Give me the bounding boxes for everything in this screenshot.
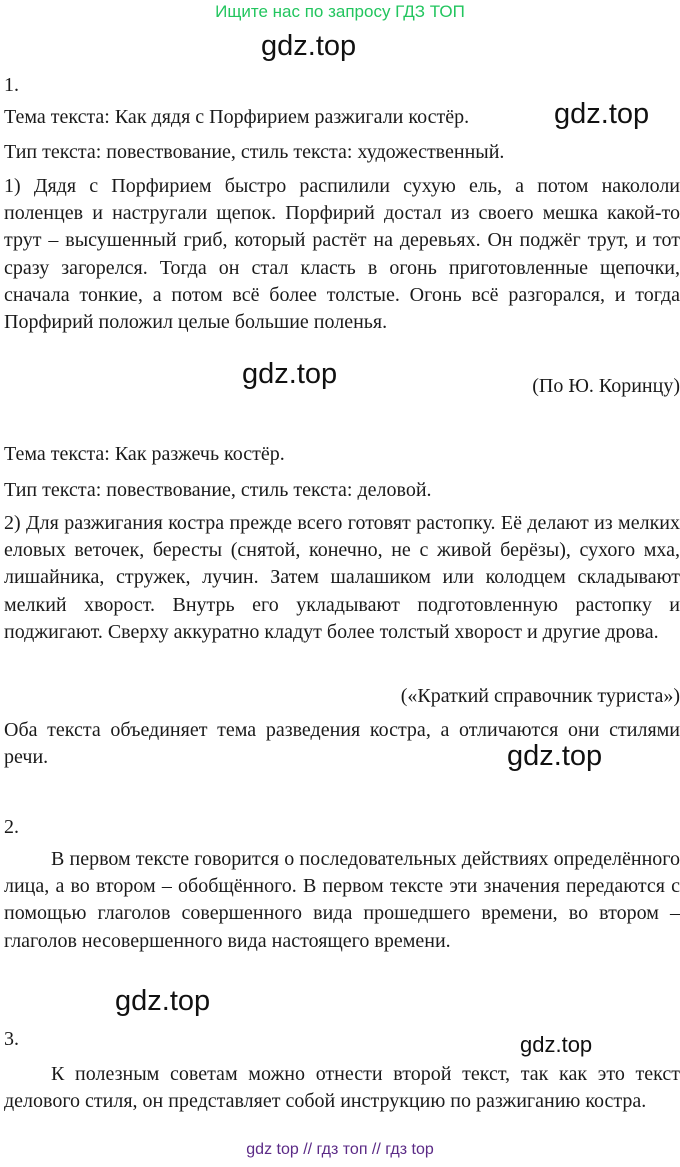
watermark-logo: gdz.top [261,30,357,62]
watermark-logo: gdz.top [115,985,211,1017]
watermark-logo: gdz.top [554,98,650,130]
text2-source: («Краткий справочник туриста») [400,685,680,707]
footer-links: gdz top // гдз топ // гдз top [246,1141,434,1158]
text1-type: Тип текста: повествование, стиль текста: художественный. [4,141,505,163]
text1-source: (По Ю. Коринцу) [532,375,680,397]
watermark-logo: gdz.top [242,358,338,390]
watermark-logo: gdz.top [520,1032,593,1057]
section-2-number: 2. [4,816,19,838]
section-1-number: 1. [4,74,19,96]
search-banner: Ищите нас по запросу ГДЗ ТОП [215,2,465,21]
text1-body: 1) Дядя с Порфирием быстро распилили сухую ель, а потом накололи поленцев и настругали щепок. Порфирий достал из своего мешка какой-то трут – высушенный гриб, который растёт на деревьях. Он поджёг трут, и тот сразу загорелся. Тогда он стал класть в огонь приготовленные щепочки, сначала тонкие, а потом всё более толстые. Огонь всё разгорался, и тогда Порфирий положил целые большие поленья. [4,175,680,334]
text1-topic: Тема текста: Как дядя с Порфирием разжигали костёр. [4,106,470,128]
text2-type: Тип текста: повествование, стиль текста: деловой. [4,479,432,501]
section-3-body: К полезным советам можно отнести второй текст, так как это текст делового стиля, он представляет собой инструкцию по разжиганию костра. [4,1063,680,1113]
section-3-number: 3. [4,1028,19,1050]
section-2-body: В первом тексте говорится о последовательных действиях определённого лица, а во втором – обобщённого. В первом тексте эти значения передаются с помощью глаголов совершенного вида прошедшего времени, во втором – глаголов несовершенного вида настоящего времени. [4,848,680,952]
text2-topic: Тема текста: Как разжечь костёр. [4,443,285,465]
section-1-conclusion: Оба текста объединяет тема разведения костра, а отличаются они стилями речи. [4,719,680,769]
watermark-logo: gdz.top [507,740,603,772]
text2-body: 2) Для разжигания костра прежде всего готовят растопку. Её делают из мелких еловых веточек, бересты (снятой, конечно, не с живой берёзы), сухого мха, лишайника, стружек, лучин. Затем шалашиком или колодцем складывают мелкий хворост. Внутрь его укладывают подготовленную растопку и поджигают. Сверху аккуратно кладут более толстый хворост и другие дрова. [4,512,680,643]
